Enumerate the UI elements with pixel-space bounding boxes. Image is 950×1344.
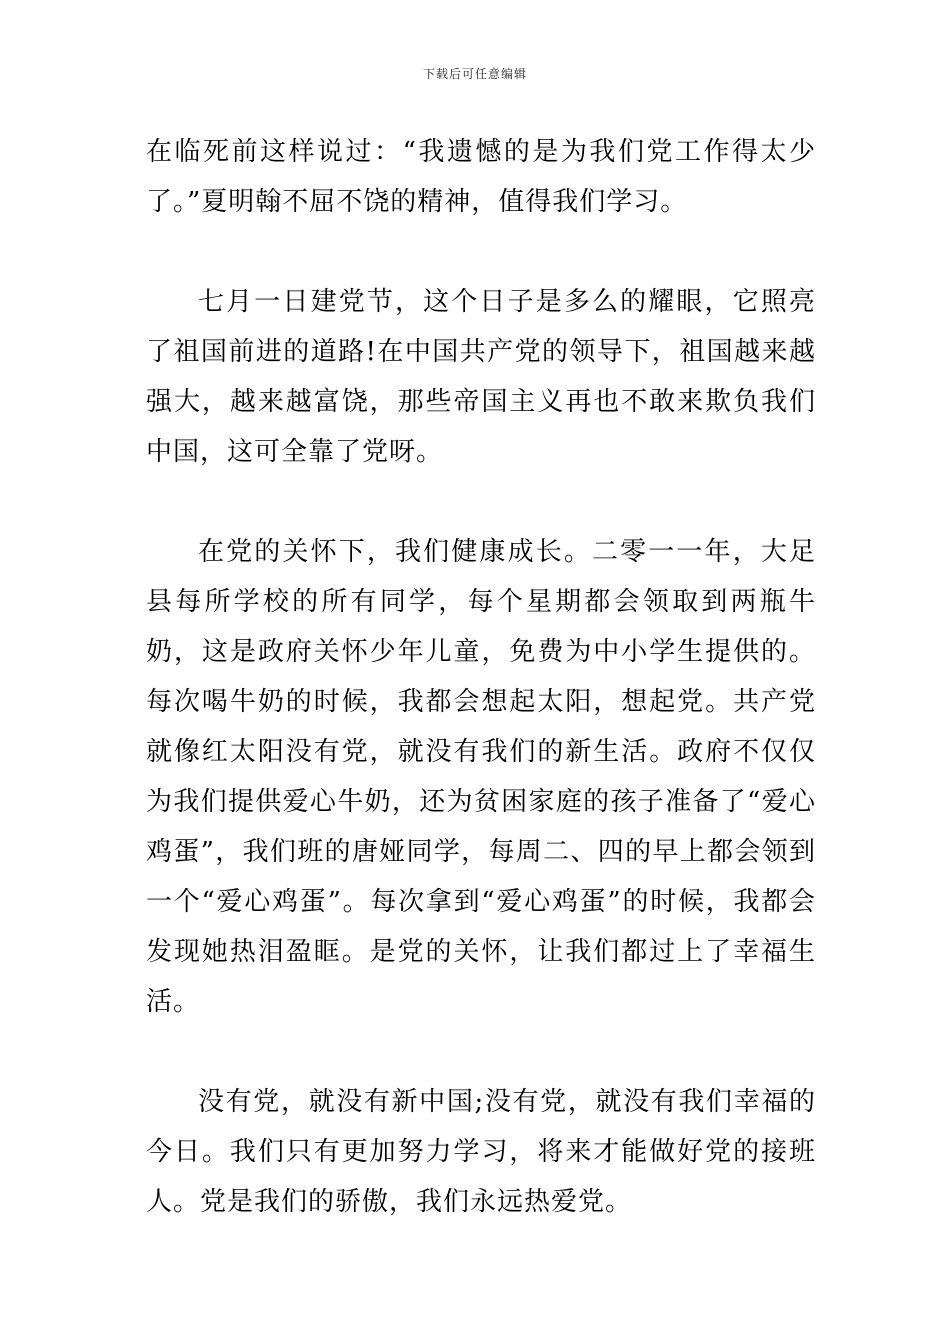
page-header: 下载后可任意编辑 [422,67,527,81]
paragraph-4: 没有党，就没有新中国;没有党，就没有我们幸福的今日。我们只有更加努力学习，将来才能做好党的接班人。党是我们的骄傲，我们永远热爱党。 [146,1087,816,1217]
paragraph-2: 七月一日建党节，这个日子是多么的耀眼，它照亮了祖国前进的道路!在中国共产党的领导下，祖国越来越强大，越来越富饶，那些帝国主义再也不敢来欺负我们中国，这可全靠了党呀。 [146,287,816,467]
document-body [146,127,816,1227]
paragraph-spacer [146,477,816,527]
paragraph-3: 在党的关怀下，我们健康成长。二零一一年，大足县每所学校的所有同学，每个星期都会领取到两瓶牛奶，这是政府关怀少年儿童，免费为中小学生提供的。每次喝牛奶的时候，我都会想起太阳，想起党。共产党就像红太阳没有党，就没有我们的新生活。政府不仅仅为我们提供爱心牛奶，还为贫困家庭的孩子准备了“爱心鸡蛋”，我们班的唐娅同学，每周二、四的早上都会领到一个“爱心鸡蛋”。每次拿到“爱心鸡蛋”的时候，我都会发现她热泪盈眶。是党的关怀，让我们都过上了幸福生活。 [146,537,816,1017]
paragraph-spacer [146,1027,816,1077]
paragraph-spacer [146,227,816,277]
paragraph-1: 在临死前这样说过：“我遗憾的是为我们党工作得太少了。”夏明翰不屈不饶的精神，值得我们学习。 [146,137,816,217]
